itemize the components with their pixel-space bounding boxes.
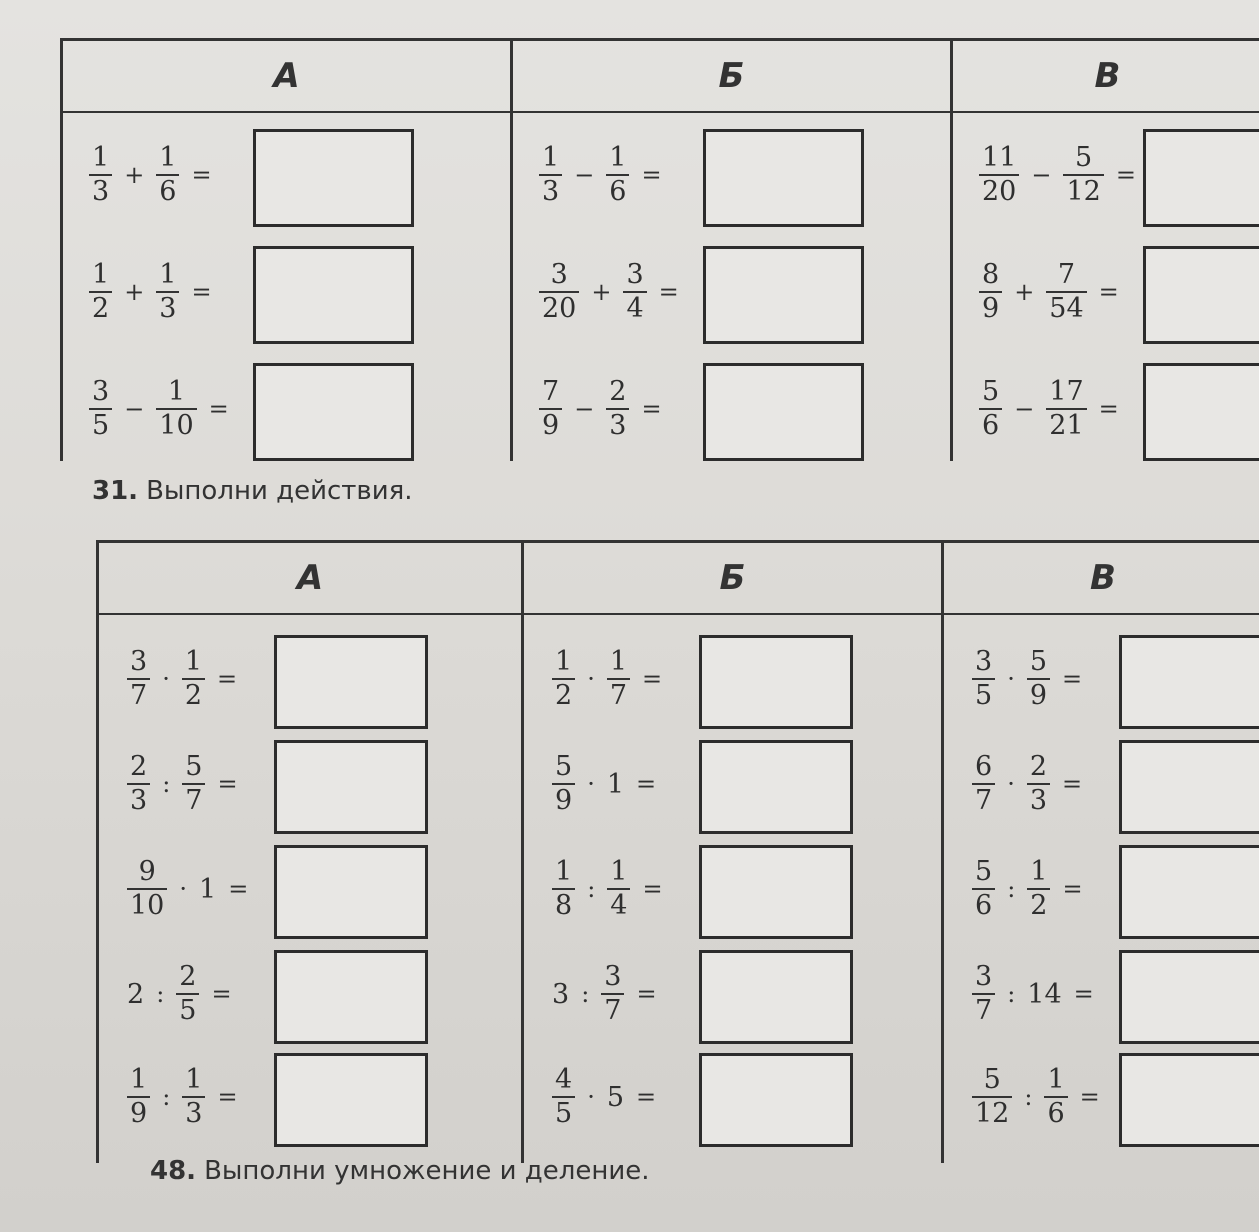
answer-box[interactable] [699,1053,853,1147]
column-letter: В [1090,558,1116,598]
answer-box[interactable] [1119,635,1259,729]
equals-sign: = [636,980,657,1008]
operator: : [162,1083,171,1111]
whole-number: 2 [127,978,145,1010]
fraction [89,375,112,441]
numerator: 2 [130,750,148,782]
equals-sign: = [211,980,232,1008]
numerator: 5 [1075,141,1093,173]
denominator: 2 [1030,890,1048,921]
fraction [156,375,196,441]
answer-box[interactable] [274,635,428,729]
operator: − [574,161,595,189]
denominator: 3 [185,1098,203,1129]
answer-box[interactable] [699,740,853,834]
fraction [1063,141,1103,207]
operator: + [124,161,145,189]
denominator: 5 [179,995,197,1026]
fraction [972,1063,1012,1129]
denominator: 2 [184,680,203,711]
numerator: 6 [975,750,993,782]
column-header [953,41,1259,113]
numerator: 5 [555,750,573,782]
exercise-row [966,950,1100,1038]
numerator: 1 [159,141,177,173]
operator: − [574,395,595,423]
fraction [182,645,205,711]
fraction [156,141,179,207]
operator: · [1007,665,1015,693]
denominator: 3 [130,785,148,816]
math-expression [121,960,238,1026]
multiplication-division-table [96,540,1259,1163]
fraction [606,141,629,207]
exercise-row [83,246,218,338]
equals-sign: = [1062,665,1083,693]
operator: : [156,980,165,1008]
denominator: 9 [982,293,1000,324]
answer-box[interactable] [253,246,414,344]
equals-sign: = [228,875,249,903]
column-letter: Б [719,558,746,598]
fraction [539,258,579,324]
math-expression [533,375,668,441]
fraction [552,855,575,921]
math-expression [966,1063,1106,1129]
whole-number: 1 [606,768,625,800]
numerator: 5 [1029,645,1048,677]
math-expression [121,750,244,816]
answer-box[interactable] [253,129,414,227]
column-header [513,41,950,113]
math-expression [966,960,1100,1026]
numerator: 5 [983,1063,1001,1095]
column-2 [524,543,944,1163]
addition-subtraction-table [60,38,1259,461]
column-letter: Б [718,56,745,96]
fraction [182,750,205,816]
answer-box[interactable] [1119,845,1259,939]
whole-number: 5 [606,1081,625,1113]
denominator: 3 [92,176,110,207]
equals-sign: = [217,770,238,798]
numerator: 3 [130,645,148,677]
fraction [607,855,630,921]
math-expression [973,258,1125,324]
fraction [972,645,995,711]
fraction [607,645,630,711]
numerator: 1 [184,645,203,677]
fraction [1027,750,1050,816]
fraction [979,141,1019,207]
denominator: 7 [975,995,993,1026]
whole-number: 14 [1027,978,1062,1010]
denominator: 2 [555,680,573,711]
column-header [524,543,941,615]
equals-sign: = [217,665,238,693]
math-expression [533,141,668,207]
fraction [176,960,199,1026]
column-3 [953,41,1259,461]
numerator: 1 [1047,1063,1065,1095]
numerator: 5 [982,375,1000,407]
numerator: 17 [1049,375,1084,407]
operator: · [1007,770,1015,798]
math-expression [546,750,662,816]
fraction [1046,258,1086,324]
operator: : [587,875,596,903]
column-1 [63,41,513,461]
denominator: 12 [1066,176,1101,207]
denominator: 6 [1047,1098,1065,1129]
denominator: 7 [604,995,622,1026]
denominator: 21 [1049,410,1084,441]
fraction [606,375,629,441]
math-expression [546,645,668,711]
equals-sign: = [636,770,657,798]
exercise-row [546,845,669,933]
numerator: 3 [975,645,993,677]
operator: + [1014,278,1035,306]
answer-box[interactable] [1143,129,1259,227]
fraction [182,1063,205,1129]
equals-sign: = [1073,980,1094,1008]
numerator: 1 [185,1063,203,1095]
operator: − [1031,161,1052,189]
fraction [552,750,575,816]
column-header [63,41,510,113]
exercise-row [546,1053,662,1141]
math-expression [83,375,235,441]
equals-sign: = [191,161,212,189]
numerator: 3 [92,375,110,407]
fraction [89,258,112,324]
operator: · [587,770,595,798]
numerator: 2 [179,960,197,992]
task-48-heading [150,1156,650,1186]
numerator: 11 [982,141,1017,173]
denominator: 7 [130,680,148,711]
fraction [127,750,150,816]
exercise-row [121,740,244,828]
fraction [1044,1063,1067,1129]
answer-box[interactable] [1143,246,1259,344]
denominator: 9 [555,785,573,816]
operator: − [1014,395,1035,423]
exercise-row [121,950,238,1038]
fraction [89,141,112,207]
denominator: 6 [982,410,1000,441]
fraction [972,855,995,921]
answer-box[interactable] [703,246,864,344]
answer-box[interactable] [274,845,428,939]
answer-box[interactable] [1119,950,1259,1044]
math-expression [121,855,254,921]
denominator: 6 [609,176,627,207]
denominator: 4 [626,293,644,324]
denominator: 5 [92,410,110,441]
exercise-row [973,363,1125,455]
numerator: 3 [626,258,644,290]
equals-sign: = [642,665,663,693]
answer-box[interactable] [699,635,853,729]
math-expression [83,258,218,324]
fraction [156,258,179,324]
column-letter: А [296,558,324,598]
exercise-row [121,1053,244,1141]
numerator: 1 [555,855,573,887]
denominator: 20 [982,176,1017,207]
equals-sign: = [1079,1083,1100,1111]
fraction [127,855,167,921]
denominator: 9 [542,410,560,441]
numerator: 1 [610,855,628,887]
answer-box[interactable] [274,1053,428,1147]
fraction [539,141,562,207]
column-header [944,543,1259,615]
numerator: 8 [982,258,1000,290]
fraction [1027,855,1050,921]
operator: : [1007,980,1016,1008]
fraction [972,750,995,816]
fraction [601,960,624,1026]
math-expression [966,750,1088,816]
numerator: 1 [92,258,110,290]
column-letter: В [1094,56,1121,96]
denominator: 5 [555,1098,573,1129]
fraction [972,960,995,1026]
equals-sign: = [658,278,679,306]
column-2 [513,41,953,461]
equals-sign: = [1098,395,1119,423]
equals-sign: = [641,395,662,423]
operator: + [124,278,145,306]
denominator: 3 [542,176,560,207]
task-31-heading [92,476,413,506]
numerator: 3 [604,960,622,992]
operator: − [124,395,145,423]
numerator: 3 [975,960,993,992]
column-3 [944,543,1259,1163]
denominator: 3 [159,293,177,324]
denominator: 12 [975,1098,1010,1129]
denominator: 54 [1049,293,1084,324]
operator: · [179,875,187,903]
equals-sign: = [1062,770,1083,798]
exercise-row [546,635,668,723]
math-expression [533,258,685,324]
exercise-row [121,845,254,933]
whole-number: 3 [552,978,570,1010]
numerator: 1 [555,645,573,677]
numerator: 9 [138,855,156,887]
operator: : [1007,875,1016,903]
denominator: 3 [1029,785,1048,816]
exercise-row [533,246,685,338]
denominator: 6 [159,176,177,207]
denominator: 10 [159,410,194,441]
operator: + [591,278,612,306]
exercise-row [966,740,1088,828]
denominator: 2 [92,293,110,324]
answer-box[interactable] [699,950,853,1044]
answer-box[interactable] [699,845,853,939]
equals-sign: = [641,161,662,189]
exercise-row [83,363,235,455]
exercise-row [121,635,243,723]
operator: : [162,770,171,798]
numerator: 1 [130,1063,148,1095]
column-letter: А [273,56,300,96]
numerator: 2 [1029,750,1048,782]
column-1 [99,543,524,1163]
fraction [539,375,562,441]
fraction [979,375,1002,441]
exercise-row [546,740,662,828]
whole-number: 1 [199,873,217,905]
denominator: 20 [542,293,577,324]
denominator: 7 [185,785,203,816]
numerator: 1 [542,141,560,173]
equals-sign: = [636,1083,657,1111]
math-expression [966,855,1089,921]
numerator: 5 [975,855,993,887]
equals-sign: = [1062,875,1083,903]
math-expression [973,375,1125,441]
fraction [552,1063,575,1129]
answer-box[interactable] [274,950,428,1044]
equals-sign: = [1115,161,1136,189]
denominator: 9 [130,1098,148,1129]
math-expression [121,1063,244,1129]
denominator: 4 [610,890,628,921]
numerator: 7 [1057,258,1076,290]
answer-box[interactable] [703,363,864,461]
answer-box[interactable] [253,363,414,461]
answer-box[interactable] [1119,740,1259,834]
exercise-row [966,635,1088,723]
operator: · [587,1083,595,1111]
denominator: 7 [609,680,628,711]
operator: · [587,665,595,693]
denominator: 9 [1029,680,1048,711]
fraction [127,645,150,711]
exercise-row [83,129,218,221]
task-text: Выполни действия. [146,476,413,506]
exercise-row [966,845,1089,933]
equals-sign: = [217,1083,238,1111]
denominator: 7 [975,785,993,816]
operator: : [581,980,590,1008]
exercise-row [973,129,1142,221]
exercise-row [966,1053,1106,1141]
answer-box[interactable] [703,129,864,227]
fraction [1027,645,1050,711]
numerator: 3 [550,258,568,290]
numerator: 1 [167,375,186,407]
math-expression [83,141,218,207]
operator: : [1024,1083,1033,1111]
math-expression [546,855,669,921]
exercise-row [973,246,1125,338]
equals-sign: = [642,875,663,903]
exercise-row [546,950,663,1038]
task-number: 31. [92,476,139,506]
numerator: 1 [1030,855,1048,887]
denominator: 6 [975,890,993,921]
equals-sign: = [191,278,212,306]
fraction [552,645,575,711]
exercise-row [533,129,668,221]
numerator: 5 [185,750,203,782]
numerator: 7 [542,375,560,407]
task-number: 48. [150,1156,197,1186]
fraction [127,1063,150,1129]
answer-box[interactable] [274,740,428,834]
math-expression [973,141,1142,207]
operator: · [162,665,170,693]
task-text: Выполни умножение и деление. [204,1156,650,1186]
numerator: 1 [609,645,628,677]
equals-sign: = [208,395,229,423]
denominator: 10 [130,890,165,921]
numerator: 4 [555,1063,573,1095]
denominator: 3 [609,410,627,441]
math-expression [121,645,243,711]
math-expression [966,645,1088,711]
numerator: 2 [609,375,627,407]
numerator: 1 [609,141,627,173]
denominator: 8 [555,890,573,921]
numerator: 1 [159,258,177,290]
denominator: 5 [975,680,993,711]
answer-box[interactable] [1143,363,1259,461]
equals-sign: = [1098,278,1119,306]
column-header [99,543,521,615]
fraction [979,258,1002,324]
math-expression [546,960,663,1026]
numerator: 1 [92,141,110,173]
answer-box[interactable] [1119,1053,1259,1147]
math-expression [546,1063,662,1129]
fraction [1046,375,1086,441]
fraction [623,258,646,324]
exercise-row [533,363,668,455]
